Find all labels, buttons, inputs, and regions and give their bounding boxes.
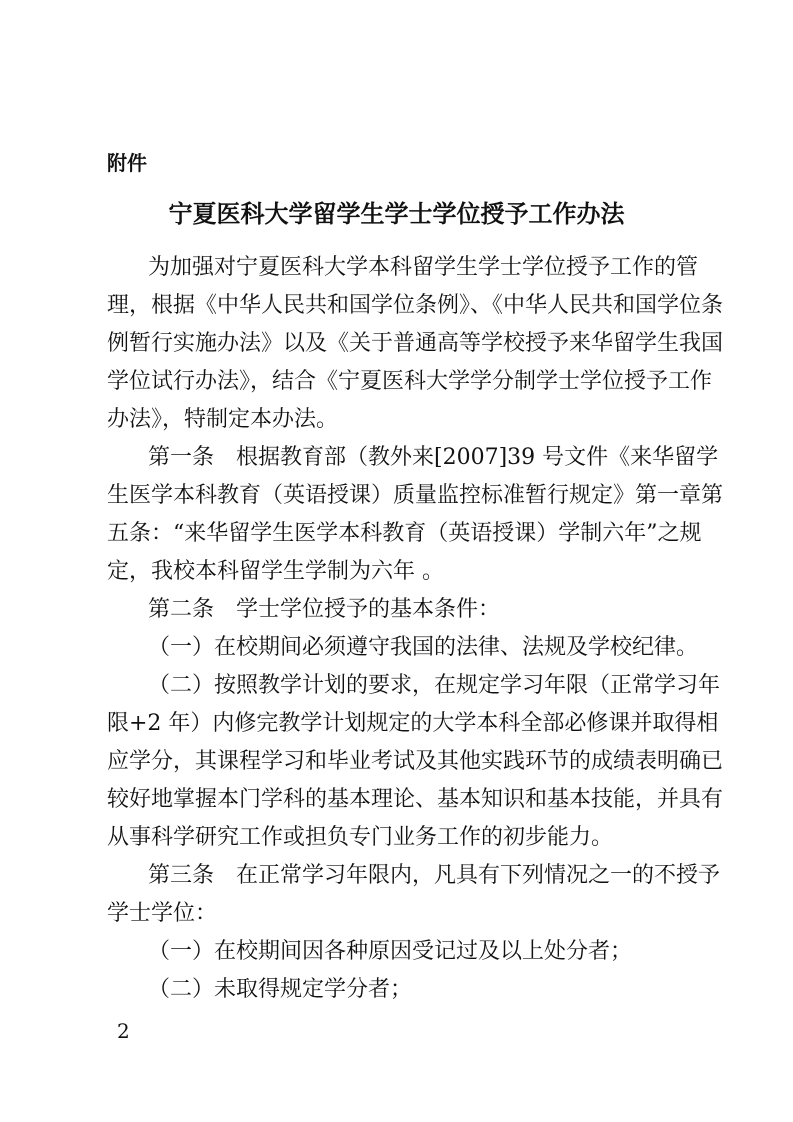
body-line: 办法》，特制定本办法。 [107, 407, 339, 432]
body-line: 应学分，其课程学习和毕业考试及其他实践环节的成绩表明确已 [107, 749, 724, 774]
body-line: 例暂行实施办法》以及《关于普通高等学校授予来华留学生我国 [107, 331, 724, 356]
body-line: 定，我校本科留学生学制为六年 。 [107, 559, 444, 584]
page-number: 2 [117, 1019, 130, 1043]
body-line: （二）按照教学计划的要求，在规定学习年限（正常学习年 [148, 673, 721, 698]
body-line: 较好地掌握本门学科的基本理论、基本知识和基本技能，并具有 [107, 787, 724, 812]
body-line: 限+2 年）内修完教学计划规定的大学本科全部必修课并取得相 [107, 711, 719, 736]
body-line: 五条：“来华留学生医学本科教育（英语授课）学制六年”之规 [107, 521, 702, 546]
body-line: 第三条 在正常学习年限内，凡具有下列情况之一的不授予 [148, 863, 721, 888]
body-line: 理，根据《中华人民共和国学位条例》、《中华人民共和国学位条 [107, 293, 724, 318]
body-line: （一）在校期间因各种原因受记过及以上处分者； [148, 939, 633, 964]
body-line: （一）在校期间必须遵守我国的法律、法规及学校纪律。 [148, 635, 699, 660]
body-line: 从事科学研究工作或担负专门业务工作的初步能力。 [107, 825, 614, 850]
body-line: 为加强对宁夏医科大学本科留学生学士学位授予工作的管 [148, 255, 699, 280]
body-line: 生医学本科教育（英语授课）质量监控标准暂行规定》第一章第 [107, 483, 724, 508]
attachment-label: 附件 [107, 151, 147, 175]
body-line: 学位试行办法》，结合《宁夏医科大学学分制学士学位授予工作 [107, 369, 713, 394]
body-line: （二）未取得规定学分者； [148, 977, 413, 1002]
body-line: 学士学位： [107, 901, 218, 926]
body-line: 第一条 根据教育部（教外来[2007]39 号文件《来华留学 [148, 445, 719, 470]
document-title: 宁夏医科大学留学生学士学位授予工作办法 [168, 199, 625, 228]
body-line: 第二条 学士学位授予的基本条件： [148, 597, 501, 622]
